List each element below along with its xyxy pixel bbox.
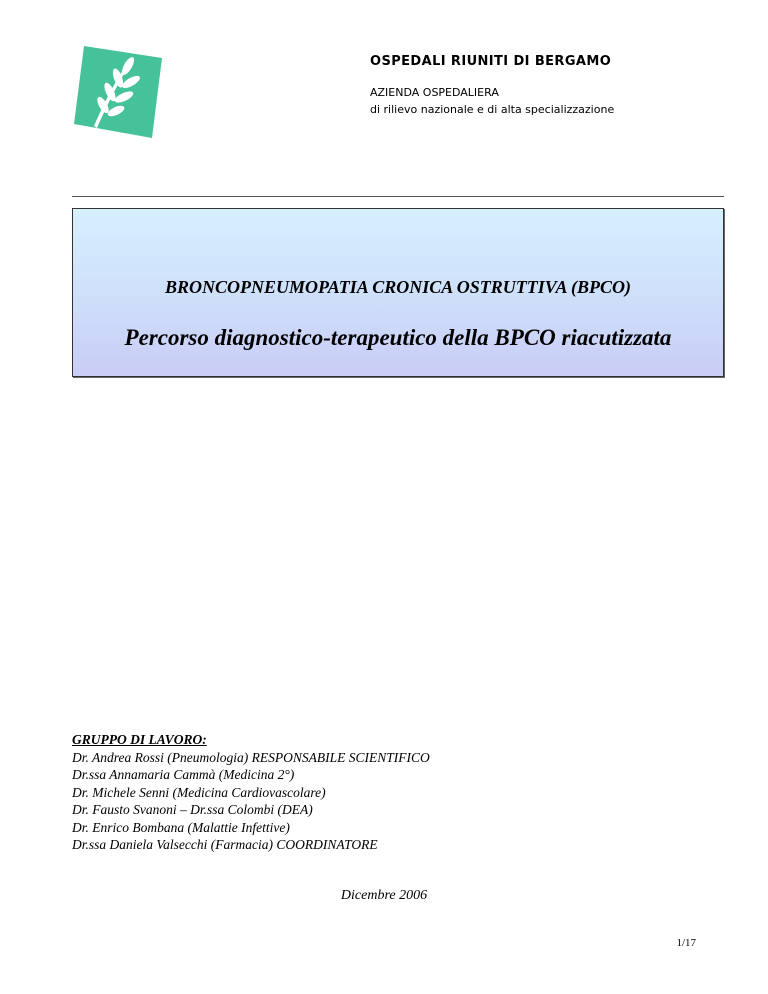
hospital-description: di rilievo nazionale e di alta specializzazione [370, 103, 615, 116]
header-divider [72, 196, 724, 197]
page-number: 1/17 [676, 937, 696, 949]
working-group-heading: GRUPPO DI LAVORO: [72, 732, 207, 747]
working-group-member: Dr.ssa Daniela Valsecchi (Farmacia) COORDINATORE [72, 837, 378, 852]
document-subtitle: Percorso diagnostico-terapeutico della BPCO riacutizzata [124, 325, 672, 350]
hospital-name: OSPEDALI RIUNITI DI BERGAMO [370, 54, 612, 69]
title-box [72, 208, 724, 377]
document-date: Dicembre 2006 [340, 888, 428, 903]
hospital-logo-icon [72, 44, 164, 140]
hospital-type: AZIENDA OSPEDALIERA [370, 86, 499, 99]
working-group-member: Dr. Andrea Rossi (Pneumologia) RESPONSABILE SCIENTIFICO [72, 749, 430, 765]
document-title: BRONCOPNEUMOPATIA CRONICA OSTRUTTIVA (BPCO) [165, 277, 631, 297]
working-group-member: Dr. Michele Senni (Medicina Cardiovascolare) [72, 784, 326, 800]
working-group-member: Dr. Fausto Svanoni – Dr.ssa Colombi (DEA) [72, 802, 313, 817]
working-group-member: Dr. Enrico Bombana (Malattie Infettive) [72, 819, 290, 835]
working-group-member: Dr.ssa Annamaria Cammà (Medicina 2°) [72, 767, 295, 782]
working-group [72, 731, 430, 854]
